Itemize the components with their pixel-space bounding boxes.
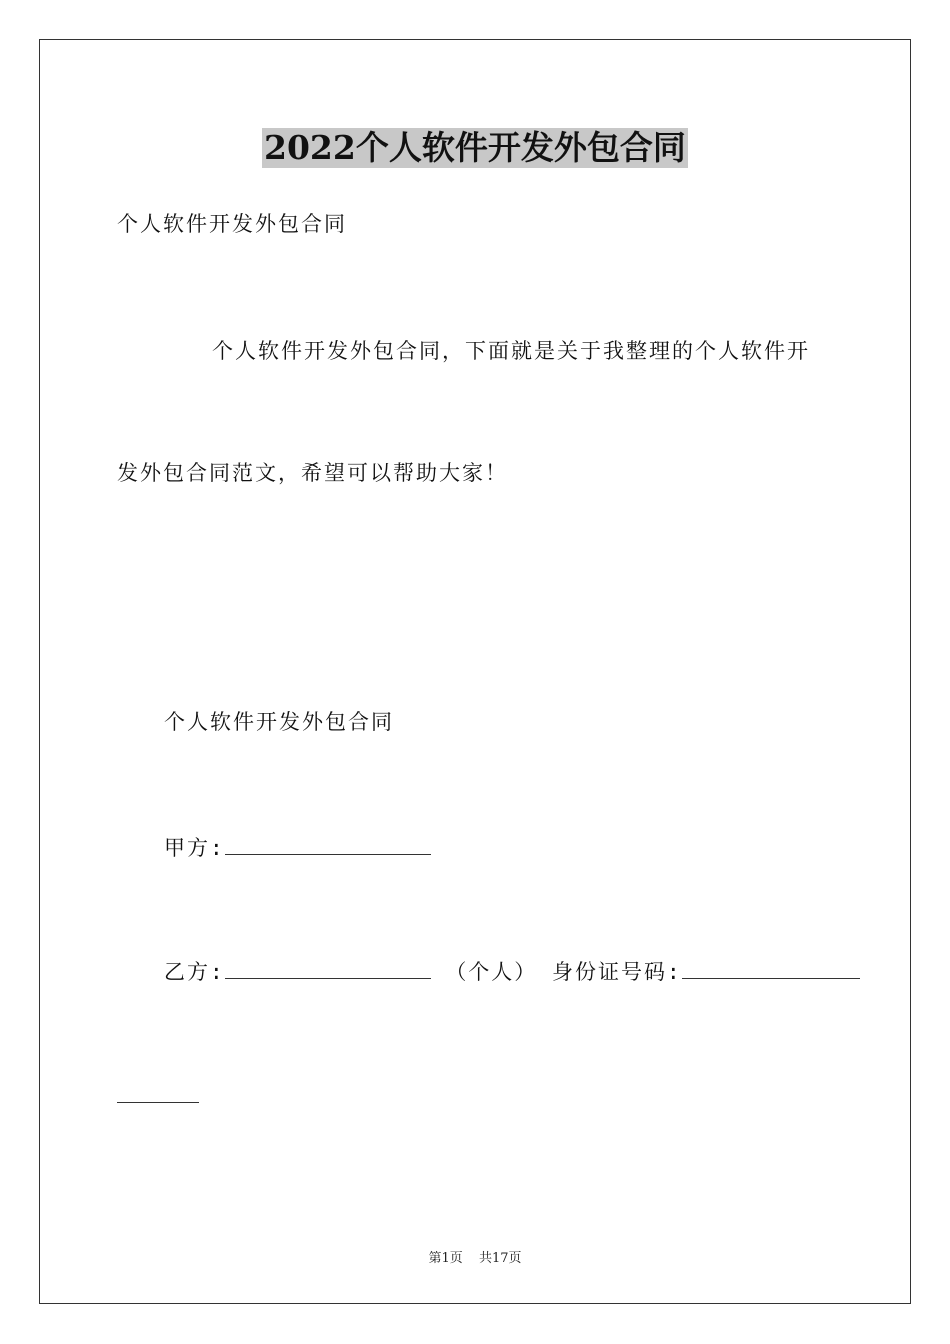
party-b-label: 乙方: [164, 960, 225, 984]
page-number: 第1页 [428, 1251, 463, 1266]
document-subtitle: 个人软件开发外包合同 [117, 212, 347, 236]
contract-heading: 个人软件开发外包合同 [164, 710, 394, 734]
id-number-blank-continued[interactable] [117, 1082, 199, 1103]
id-number-label: 身份证号码: [551, 960, 682, 984]
intro-paragraph-line-2: 发外包合同范文，希望可以帮助大家！ [117, 461, 508, 485]
page-footer [0, 1247, 950, 1266]
party-a-blank[interactable] [225, 834, 431, 855]
party-b-blank[interactable] [225, 958, 431, 979]
page-total: 共17页 [478, 1251, 522, 1266]
intro-paragraph-line-1: 个人软件开发外包合同，下面就是关于我整理的个人软件开 [212, 339, 810, 363]
party-a-label: 甲方: [164, 836, 225, 860]
party-b-person-note: （个人） [445, 960, 538, 984]
document-title: 2022个人软件开发外包合同 [264, 128, 686, 167]
id-number-continuation [117, 1082, 199, 1110]
id-number-blank[interactable] [682, 958, 860, 979]
party-b-row [164, 958, 860, 986]
party-a-row [164, 834, 431, 862]
